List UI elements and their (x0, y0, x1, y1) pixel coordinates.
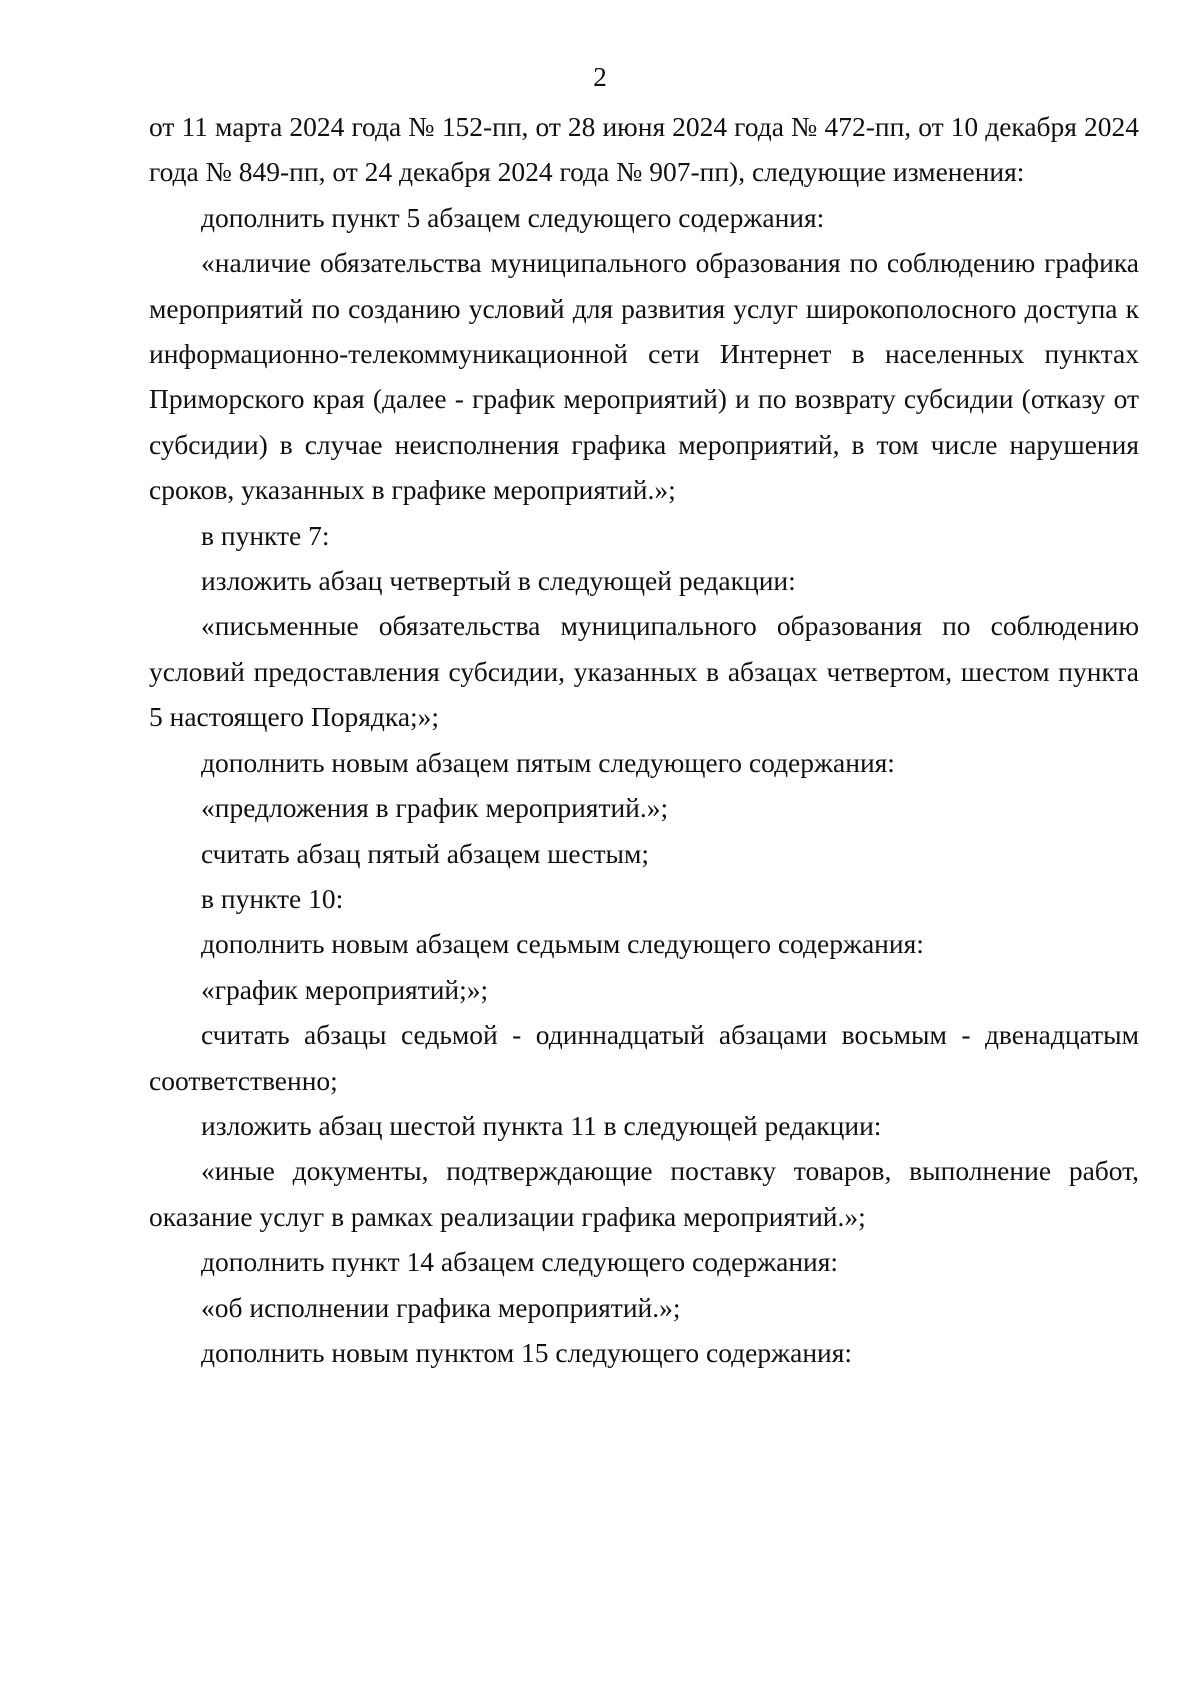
paragraph-quote-proposals: «предложения в график мероприятий.»; (201, 792, 669, 824)
paragraph-quote-schedule: «график мероприятий;»; (201, 973, 489, 1005)
paragraph-add-fifth: дополнить новым абзацем пятым следующего содержания: (201, 746, 895, 778)
paragraph-renumber-fifth: считать абзац пятый абзацем шестым; (201, 837, 650, 869)
paragraph-amend-point-14: дополнить пункт 14 абзацем следующего содержания: (201, 1246, 839, 1278)
paragraph-point-7: в пункте 7: (201, 519, 330, 551)
paragraph-renumber-seventh: считать абзацы седьмой - одиннадцатый абзацами восьмым - двенадцатым соответственно; (149, 1019, 1139, 1096)
document-body (149, 104, 1139, 1375)
paragraph-add-point-15: дополнить новым пунктом 15 следующего содержания: (201, 1336, 853, 1368)
paragraph-continuation: от 11 марта 2024 года № 152-пп, от 28 июня 2024 года № 472-пп, от 10 декабря 2024 года № 849-пп, от 24 декабря 2024 года № 907-пп), следующие изменения: (149, 111, 1139, 188)
paragraph-amend-point-5: дополнить пункт 5 абзацем следующего содержания: (201, 201, 825, 233)
paragraph-amend-point-11: изложить абзац шестой пункта 11 в следующей редакции: (201, 1109, 882, 1141)
paragraph-quote-other-documents: «иные документы, подтверждающие поставку товаров, выполнение работ, оказание услуг в рамках реализации графика мероприятий.»; (149, 1155, 1139, 1232)
paragraph-add-seventh: дополнить новым абзацем седьмым следующего содержания: (201, 928, 924, 960)
paragraph-amend-fourth: изложить абзац четвертый в следующей редакции: (201, 565, 796, 597)
paragraph-quote-written-obligations: «письменные обязательства муниципального образования по соблюдению условий предоставления субсидии, указанных в абзацах четвертом, шестом пункта 5 настоящего Порядка;»; (149, 610, 1139, 733)
paragraph-quote-obligation: «наличие обязательства муниципального образования по соблюдению графика мероприятий по созданию условий для развития услуг широкополосного доступа к информационно-телекоммуникационной сети Интернет в населенных пунктах Приморского края (далее - график мероприятий) и по возврату субсидии (отказу от субсидии) в случае неисполнения графика мероприятий, в том числе нарушения сроков, указанных в графике мероприятий.»; (149, 247, 1139, 506)
paragraph-point-10: в пункте 10: (201, 882, 344, 914)
page-number: 2 (593, 61, 607, 92)
paragraph-quote-execution: «об исполнении графика мероприятий.»; (201, 1291, 681, 1323)
